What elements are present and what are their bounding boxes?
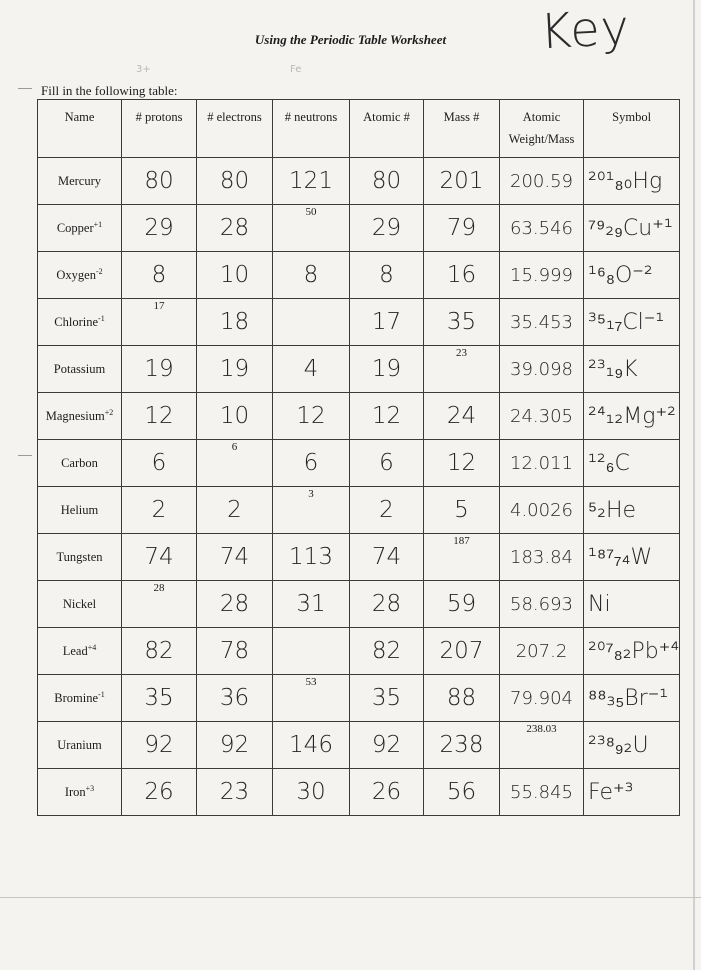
table-row — [38, 487, 680, 534]
worksheet-table — [37, 99, 680, 816]
handwritten-answer-neutrons — [273, 299, 350, 346]
table-row — [38, 252, 680, 299]
printed-value: 17 — [153, 300, 165, 312]
column-header: Atomic Weight/Mass — [500, 100, 584, 158]
printed-answer-cell — [424, 534, 500, 581]
column-header: Symbol — [584, 100, 680, 158]
handwritten-answer-neutrons: 31 — [273, 581, 350, 628]
handwritten-answer-protons: 8 — [122, 252, 197, 299]
table-row — [38, 581, 680, 628]
element-name: Copper — [56, 221, 94, 236]
handwritten-answer-atomic: 12 — [350, 393, 424, 440]
handwritten-answer-electrons: 28 — [197, 205, 273, 252]
printed-answer-cell — [500, 722, 584, 769]
handwritten-answer-mass: 207 — [424, 628, 500, 675]
printed-answer-cell — [122, 299, 197, 346]
handwritten-answer-weight: 207.2 — [500, 628, 584, 675]
handwritten-answer-electrons: 78 — [197, 628, 273, 675]
element-name: Mercury — [57, 174, 102, 189]
handwritten-answer-electrons: 10 — [197, 252, 273, 299]
handwritten-answer-atomic: 74 — [350, 534, 424, 581]
handwritten-answer-mass: 12 — [424, 440, 500, 487]
handwritten-answer-mass: 24 — [424, 393, 500, 440]
element-name-cell — [38, 346, 122, 393]
handwritten-answer-atomic: 2 — [350, 487, 424, 534]
handwritten-answer-neutrons: 6 — [273, 440, 350, 487]
handwritten-answer-weight: 183.84 — [500, 534, 584, 581]
handwritten-answer-atomic: 6 — [350, 440, 424, 487]
page-footer-line — [0, 897, 701, 898]
element-name-cell — [38, 628, 122, 675]
handwritten-answer-weight: 4.0026 — [500, 487, 584, 534]
handwritten-answer-weight: 63.546 — [500, 205, 584, 252]
handwritten-answer-weight: 24.305 — [500, 393, 584, 440]
handwritten-answer-electrons: 92 — [197, 722, 273, 769]
handwritten-answer-atomic: 29 — [350, 205, 424, 252]
column-header: # neutrons — [273, 100, 350, 158]
table-row — [38, 393, 680, 440]
handwritten-answer-protons: 35 — [122, 675, 197, 722]
element-name-cell — [38, 487, 122, 534]
handwritten-answer-weight: 35.453 — [500, 299, 584, 346]
element-name-cell — [38, 722, 122, 769]
table-row — [38, 722, 680, 769]
element-name: Carbon — [61, 456, 98, 471]
handwritten-answer-protons: 29 — [122, 205, 197, 252]
handwritten-answer-protons: 19 — [122, 346, 197, 393]
handwritten-answer-electrons: 19 — [197, 346, 273, 393]
handwritten-answer-protons: 6 — [122, 440, 197, 487]
element-charge: -1 — [98, 689, 105, 699]
printed-value: 28 — [153, 582, 165, 594]
faint-mark: Fe — [290, 64, 302, 75]
handwritten-answer-neutrons: 113 — [273, 534, 350, 581]
table-row — [38, 675, 680, 722]
handwritten-answer-electrons: 36 — [197, 675, 273, 722]
printed-answer-cell — [273, 487, 350, 534]
element-name-cell — [38, 393, 122, 440]
element-name-cell — [38, 205, 122, 252]
handwritten-answer-atomic: 92 — [350, 722, 424, 769]
handwritten-answer-neutrons: 12 — [273, 393, 350, 440]
handwritten-answer-atomic: 19 — [350, 346, 424, 393]
element-charge: +1 — [93, 219, 103, 229]
handwritten-answer-mass: 56 — [424, 769, 500, 816]
handwritten-answer-atomic: 17 — [350, 299, 424, 346]
element-name-cell — [38, 675, 122, 722]
page-title: Using the Periodic Table Worksheet — [254, 32, 447, 47]
printed-value: 23 — [456, 347, 467, 359]
handwritten-answer-electrons: 10 — [197, 393, 273, 440]
handwritten-answer-mass: 16 — [424, 252, 500, 299]
table-row — [38, 158, 680, 205]
handwritten-answer-protons: 92 — [122, 722, 197, 769]
handwritten-answer-weight: 58.693 — [500, 581, 584, 628]
handwritten-answer-atomic: 26 — [350, 769, 424, 816]
element-charge: +3 — [85, 783, 95, 793]
table-row — [38, 346, 680, 393]
column-header: Name — [38, 100, 122, 158]
page-edge — [693, 0, 695, 970]
printed-value: 6 — [231, 441, 238, 453]
faint-mark: 3+ — [136, 64, 151, 75]
column-header: Atomic # — [350, 100, 424, 158]
handwritten-answer-weight: 39.098 — [500, 346, 584, 393]
handwritten-answer-protons: 80 — [122, 158, 197, 205]
element-name: Potassium — [53, 362, 106, 377]
handwritten-answer-electrons: 23 — [197, 769, 273, 816]
handwritten-answer-symbol: ²⁴₁₂Mg⁺² — [584, 393, 680, 440]
handwritten-answer-symbol: ²³₁₉K — [584, 346, 680, 393]
column-header: Mass # — [424, 100, 500, 158]
handwritten-answer-electrons: 18 — [197, 299, 273, 346]
element-name: Oxygen — [56, 268, 96, 283]
element-name: Nickel — [62, 597, 97, 612]
margin-tick — [18, 88, 32, 89]
element-name-cell — [38, 769, 122, 816]
element-name: Lead — [62, 644, 88, 659]
element-charge: -1 — [98, 313, 105, 323]
table-row — [38, 769, 680, 816]
handwritten-answer-mass: 238 — [424, 722, 500, 769]
handwritten-answer-symbol: ¹⁸⁷₇₄W — [584, 534, 680, 581]
printed-value: 53 — [305, 676, 317, 688]
handwritten-answer-symbol: ²⁰⁷₈₂Pb⁺⁴ — [584, 628, 680, 675]
element-name: Bromine — [54, 691, 99, 706]
element-charge: +2 — [104, 407, 114, 417]
printed-value: 187 — [453, 535, 470, 547]
handwritten-answer-neutrons — [273, 628, 350, 675]
handwritten-answer-protons: 2 — [122, 487, 197, 534]
handwritten-answer-symbol: ¹²₆C — [584, 440, 680, 487]
handwritten-answer-weight: 200.59 — [500, 158, 584, 205]
element-charge: +4 — [87, 642, 97, 652]
handwritten-answer-protons: 82 — [122, 628, 197, 675]
column-header: # electrons — [197, 100, 273, 158]
table-row — [38, 205, 680, 252]
handwritten-answer-symbol: ⁵₂He — [584, 487, 680, 534]
handwritten-answer-electrons: 80 — [197, 158, 273, 205]
element-name: Uranium — [57, 738, 102, 753]
element-name: Chlorine — [54, 315, 99, 330]
handwritten-answer-electrons: 28 — [197, 581, 273, 628]
handwritten-answer-neutrons: 8 — [273, 252, 350, 299]
printed-answer-cell — [424, 346, 500, 393]
handwritten-answer-symbol: ²⁰¹₈₀Hg — [584, 158, 680, 205]
printed-answer-cell — [273, 675, 350, 722]
handwritten-answer-protons: 12 — [122, 393, 197, 440]
handwritten-answer-symbol: ⁷⁹₂₉Cu⁺¹ — [584, 205, 680, 252]
margin-tick — [18, 455, 32, 456]
printed-value: 238.03 — [526, 723, 557, 735]
element-name-cell — [38, 581, 122, 628]
handwritten-answer-protons: 26 — [122, 769, 197, 816]
printed-answer-cell — [122, 581, 197, 628]
handwritten-answer-mass: 5 — [424, 487, 500, 534]
element-name: Magnesium — [45, 409, 105, 424]
handwritten-answer-symbol: ¹⁶₈O⁻² — [584, 252, 680, 299]
handwritten-answer-neutrons: 4 — [273, 346, 350, 393]
element-name: Iron — [64, 785, 86, 800]
printed-value: 3 — [308, 488, 314, 500]
table-body — [38, 158, 680, 816]
handwritten-answer-symbol: ²³⁸₉₂U — [584, 722, 680, 769]
element-name-cell — [38, 534, 122, 581]
handwritten-answer-weight: 55.845 — [500, 769, 584, 816]
element-name: Tungsten — [56, 550, 103, 565]
element-name-cell — [38, 440, 122, 487]
printed-answer-cell — [273, 205, 350, 252]
handwritten-answer-symbol: Ni — [584, 581, 680, 628]
handwritten-answer-weight: 12.011 — [500, 440, 584, 487]
element-name-cell — [38, 158, 122, 205]
column-header: # protons — [122, 100, 197, 158]
handwritten-answer-weight: 79.904 — [500, 675, 584, 722]
handwritten-answer-mass: 88 — [424, 675, 500, 722]
handwritten-answer-atomic: 8 — [350, 252, 424, 299]
table-row — [38, 628, 680, 675]
handwritten-answer-neutrons: 30 — [273, 769, 350, 816]
printed-value: 50 — [305, 206, 317, 218]
table-row — [38, 440, 680, 487]
handwritten-answer-neutrons: 121 — [273, 158, 350, 205]
handwritten-answer-atomic: 80 — [350, 158, 424, 205]
instruction-text: Fill in the following table: — [41, 83, 178, 98]
handwritten-answer-symbol: Fe⁺³ — [584, 769, 680, 816]
table-row — [38, 534, 680, 581]
table-row — [38, 299, 680, 346]
element-name-cell — [38, 299, 122, 346]
handwritten-answer-protons: 74 — [122, 534, 197, 581]
handwritten-answer-electrons: 2 — [197, 487, 273, 534]
element-name-cell — [38, 252, 122, 299]
handwritten-answer-atomic: 35 — [350, 675, 424, 722]
handwritten-answer-mass: 59 — [424, 581, 500, 628]
handwritten-answer-atomic: 28 — [350, 581, 424, 628]
printed-answer-cell — [197, 440, 273, 487]
handwritten-answer-electrons: 74 — [197, 534, 273, 581]
handwritten-answer-symbol: ³⁵₁₇Cl⁻¹ — [584, 299, 680, 346]
handwritten-answer-weight: 15.999 — [500, 252, 584, 299]
handwritten-answer-atomic: 82 — [350, 628, 424, 675]
header-row — [38, 100, 680, 158]
element-charge: -2 — [95, 266, 103, 276]
handwritten-answer-symbol: ⁸⁸₃₅Br⁻¹ — [584, 675, 680, 722]
element-name: Helium — [60, 503, 99, 518]
handwritten-answer-mass: 79 — [424, 205, 500, 252]
handwritten-answer-mass: 35 — [424, 299, 500, 346]
handwritten-answer-neutrons: 146 — [273, 722, 350, 769]
handwritten-answer-mass: 201 — [424, 158, 500, 205]
answer-key-mark: Key — [538, 0, 632, 61]
